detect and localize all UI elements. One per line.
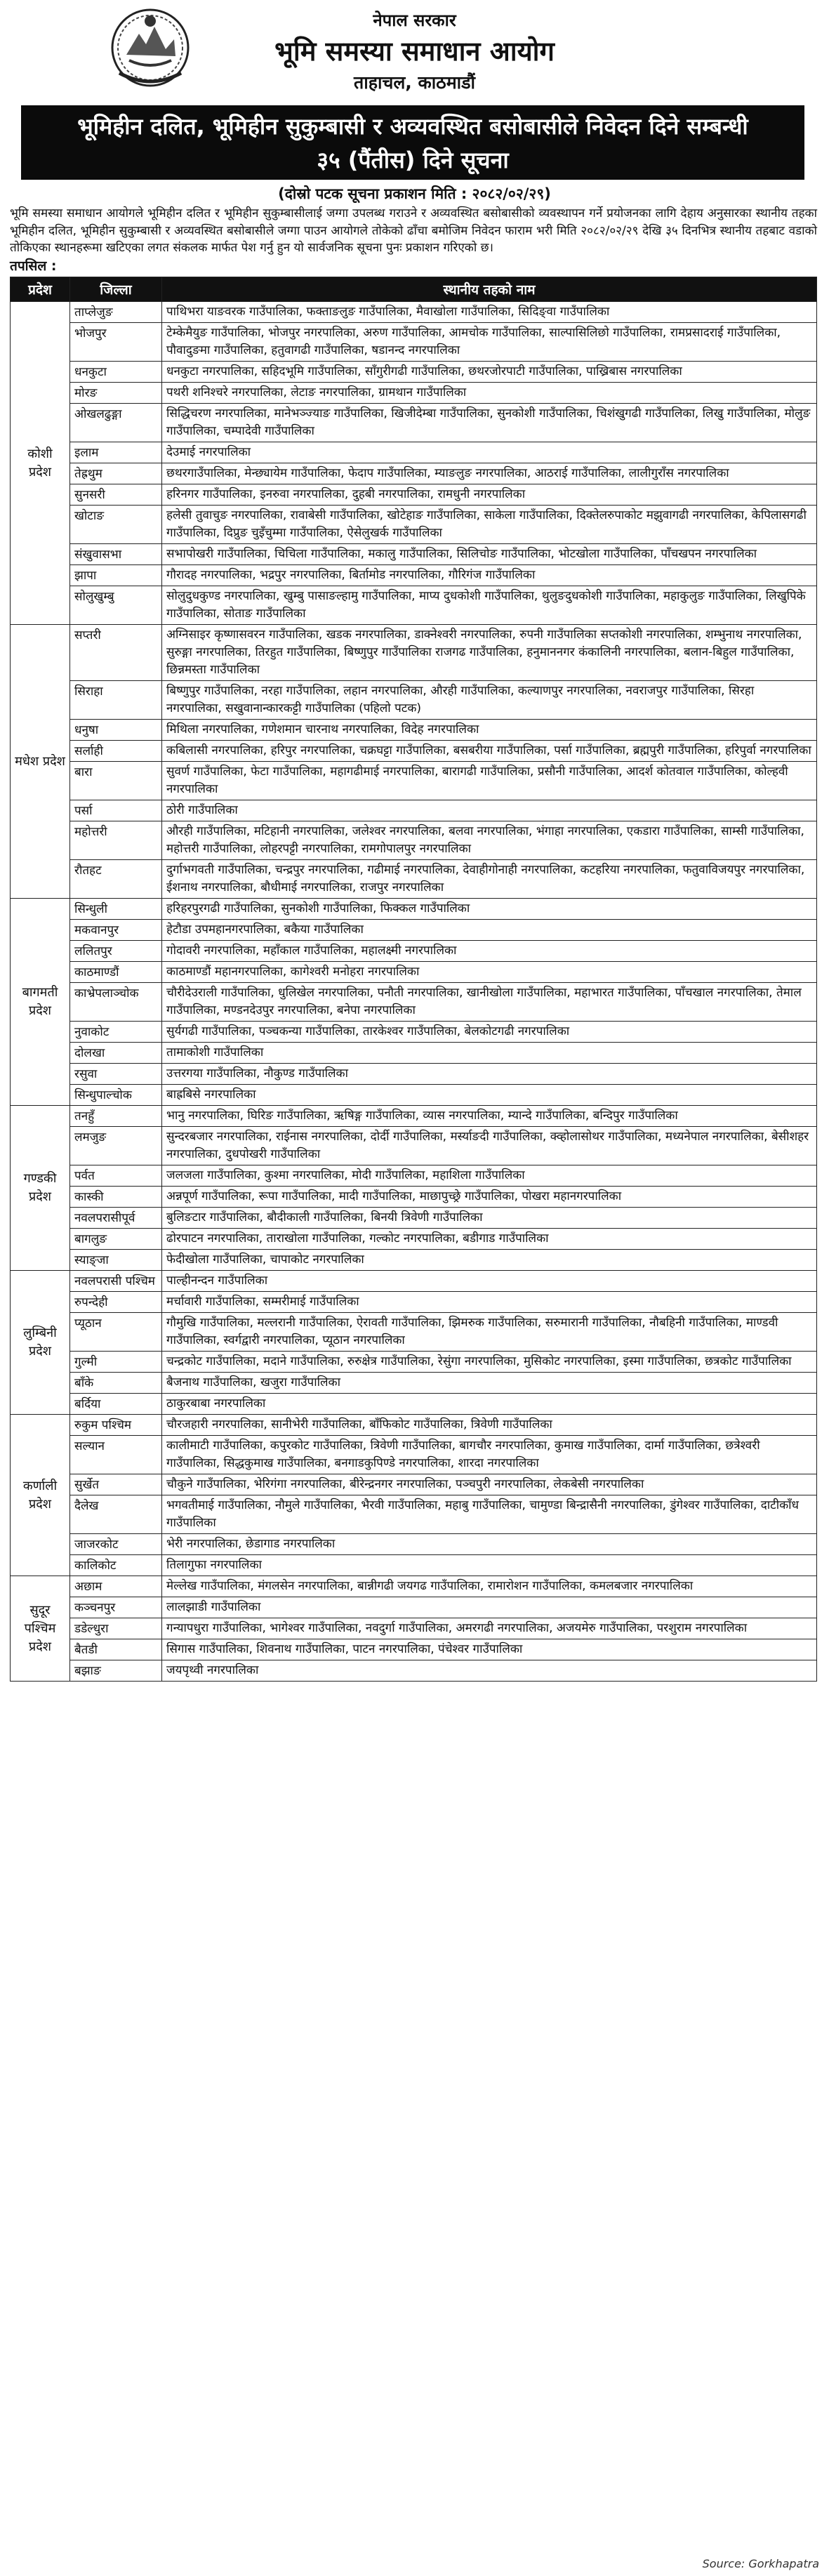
province-cell: मधेश प्रदेश bbox=[11, 625, 70, 899]
local-levels-cell: जलजला गाउँपालिका, कुश्मा नगरपालिका, मोदी गाउँपालिका, महाशिला गाउँपालिका bbox=[162, 1165, 817, 1187]
local-levels-cell: ठाकुरबाबा नगरपालिका bbox=[162, 1394, 817, 1415]
local-levels-cell: सोलुदुधकुण्ड नगरपालिका, खुम्बु पासाङल्हामु गाउँपालिका, माप्य दुधकोशी गाउँपालिका, थुलुङदुधकोशी गाउँपालिका, महाकुलुङ गाउँपालिका, लिखुपिके गाउँपालिका, सोताङ गाउँपालिका bbox=[162, 586, 817, 625]
local-levels-cell: पथरी शनिश्चरे नगरपालिका, लेटाङ नगरपालिका, ग्रामथान गाउँपालिका bbox=[162, 383, 817, 404]
local-levels-cell: चन्द्रकोट गाउँपालिका, मदाने गाउँपालिका, रुरुक्षेत्र गाउँपालिका, रेसुंगा नगरपालिका, मुसिकोट नगरपालिका, इस्मा गाउँपालिका, छत्रकोट गाउँपालिका bbox=[162, 1352, 817, 1373]
district-cell: बागलुङ bbox=[70, 1229, 162, 1250]
province-cell: सुदूर पश्चिम प्रदेश bbox=[11, 1576, 70, 1682]
local-levels-cell: मेल्लेख गाउँपालिका, मंगलसेन नगरपालिका, बान्नीगढी जयगढ गाउँपालिका, रामारोशन गाउँपालिका, कमलबजार नगरपालिका bbox=[162, 1576, 817, 1597]
local-levels-cell: देउमाई नगरपालिका bbox=[162, 442, 817, 463]
district-cell: बैतडी bbox=[70, 1639, 162, 1660]
province-cell: गण्डकी प्रदेश bbox=[11, 1106, 70, 1271]
table-row bbox=[11, 1555, 817, 1576]
district-cell: सिराहा bbox=[70, 681, 162, 720]
district-cell: सप्तरी bbox=[70, 625, 162, 681]
district-cell: धनकुटा bbox=[70, 362, 162, 383]
local-levels-cell: पाल्हीनन्दन गाउँपालिका bbox=[162, 1271, 817, 1292]
district-cell: सिन्धुपाल्चोक bbox=[70, 1085, 162, 1106]
local-levels-cell: कालीमाटी गाउँपालिका, कपुरकोट गाउँपालिका, त्रिवेणी गाउँपालिका, बागचौर नगरपालिका, कुमाख गाउँपालिका, दार्मा गाउँपालिका, छत्रेश्वरी गाउँपालिका, सिद्धकुमाख गाउँपालिका, बनगाडकुपिण्डे नगरपालिका, शारदा नगरपालिका bbox=[162, 1436, 817, 1474]
district-cell: अछाम bbox=[70, 1576, 162, 1597]
local-levels-cell: सिगास गाउँपालिका, शिवनाथ गाउँपालिका, पाटन नगरपालिका, पंचेश्वर गाउँपालिका bbox=[162, 1639, 817, 1660]
table-row bbox=[11, 1352, 817, 1373]
local-levels-cell: बाह्रबिसे नगरपालिका bbox=[162, 1085, 817, 1106]
table-row bbox=[11, 1250, 817, 1271]
district-cell: रौतहट bbox=[70, 860, 162, 899]
district-cell: कञ्चनपुर bbox=[70, 1597, 162, 1618]
table-row bbox=[11, 1271, 817, 1292]
publication-date: (दोस्रो पटक सूचना प्रकाशन मिति : २०८२/०२/२९) bbox=[278, 185, 551, 202]
district-cell: धनुषा bbox=[70, 720, 162, 741]
local-levels-cell: चौकुने गाउँपालिका, भेरिगंगा नगरपालिका, बीरेन्द्रनगर नगरपालिका, पञ्चपुरी नगरपालिका, लेकबेसी नगरपालिका bbox=[162, 1474, 817, 1495]
table-row bbox=[11, 1660, 817, 1682]
table-row bbox=[11, 1106, 817, 1127]
table-row bbox=[11, 1064, 817, 1085]
notice-title-line-2: ३५ (पैंतीस) दिने सूचना bbox=[317, 147, 509, 173]
district-cell: ललितपुर bbox=[70, 941, 162, 962]
table-row bbox=[11, 506, 817, 544]
local-levels-cell: फेदीखोला गाउँपालिका, चापाकोट नगरपालिका bbox=[162, 1250, 817, 1271]
local-levels-cell: गन्यापधुरा गाउँपालिका, भागेश्वर गाउँपालिका, नवदुर्गा गाउँपालिका, अमरगढी नगरपालिका, अजयमेरु गाउँपालिका, परशुराम नगरपालिका bbox=[162, 1618, 817, 1639]
district-cell: इलाम bbox=[70, 442, 162, 463]
table-row bbox=[11, 1495, 817, 1534]
district-cell: सोलुखुम्बु bbox=[70, 586, 162, 625]
district-cell: कालिकोट bbox=[70, 1555, 162, 1576]
local-levels-cell: बिष्णुपुर गाउँपालिका, नरहा गाउँपालिका, लहान नगरपालिका, औरही गाउँपालिका, कल्याणपुर नगरपालिका, नवराजपुर गाउँपालिका, सिरहा नगरपालिका, सखुवानान्कारकट्टी गाउँपालिका (पहिलो पटक) bbox=[162, 681, 817, 720]
table-row bbox=[11, 1618, 817, 1639]
local-levels-cell: बुलिङटार गाउँपालिका, बौदीकाली गाउँपालिका, बिनयी त्रिवेणी गाउँपालिका bbox=[162, 1208, 817, 1229]
notice-title-box bbox=[21, 105, 804, 180]
column-header-district: जिल्ला bbox=[70, 277, 162, 302]
local-levels-cell: तामाकोशी गाउँपालिका bbox=[162, 1043, 817, 1064]
table-row bbox=[11, 1639, 817, 1660]
local-levels-cell: अन्नपूर्ण गाउँपालिका, रूपा गाउँपालिका, मादी गाउँपालिका, माछापुच्छ्रे गाउँपालिका, पोखरा महानगरपालिका bbox=[162, 1187, 817, 1208]
district-cell: मकवानपुर bbox=[70, 920, 162, 941]
table-row bbox=[11, 1085, 817, 1106]
table-row bbox=[11, 899, 817, 920]
district-cell: लमजुङ bbox=[70, 1127, 162, 1165]
local-levels-cell: जयपृथ्वी नगरपालिका bbox=[162, 1660, 817, 1682]
column-header-local-level: स्थानीय तहको नाम bbox=[162, 277, 817, 302]
notice-header bbox=[0, 0, 829, 105]
local-levels-cell: गोदावरी नगरपालिका, महाँकाल गाउँपालिका, महालक्ष्मी नगरपालिका bbox=[162, 941, 817, 962]
table-row bbox=[11, 463, 817, 484]
local-levels-cell: सुर्यगढी गाउँपालिका, पञ्चकन्या गाउँपालिका, तारकेश्वर गाउँपालिका, बेलकोटगढी नगरपालिका bbox=[162, 1022, 817, 1043]
local-levels-cell: सुवर्ण गाउँपालिका, फेटा गाउँपालिका, महागढीमाई नगरपालिका, बारागढी गाउँपालिका, प्रसौनी गाउँपालिका, आदर्श कोतवाल गाउँपालिका, कोल्हवी नगरपालिका bbox=[162, 762, 817, 800]
local-levels-cell: मिथिला नगरपालिका, गणेशमान चारनाथ नगरपालिका, विदेह नगरपालिका bbox=[162, 720, 817, 741]
district-cell: काठमाण्डौं bbox=[70, 962, 162, 983]
commission-name: भूमि समस्या समाधान आयोग bbox=[274, 36, 555, 67]
table-body bbox=[11, 302, 817, 1682]
table-row bbox=[11, 544, 817, 565]
table-row bbox=[11, 1208, 817, 1229]
table-row bbox=[11, 762, 817, 800]
government-name: नेपाल सरकार bbox=[373, 11, 456, 30]
district-cell: रुपन्देही bbox=[70, 1292, 162, 1313]
table-row bbox=[11, 1165, 817, 1187]
table-row bbox=[11, 1597, 817, 1618]
table-row bbox=[11, 323, 817, 362]
district-cell: नवलपरासीपूर्व bbox=[70, 1208, 162, 1229]
local-levels-cell: अग्निसाइर कृष्णासवरन गाउँपालिका, खडक नगरपालिका, डाक्नेश्वरी नगरपालिका, रुपनी गाउँपालिका सप्तकोशी नगरपालिका, शम्भुनाथ नगरपालिका, सुरुङ्गा नगरपालिका, तिरहुत गाउँपालिका, बिष्णुपुर गाउँपालिका राजगढ गाउँपालिका, हनुमाननगर कंकालिनी नगरपालिका, बलान-बिहुल गाउँपालिका, छिन्नमस्ता गाउँपालिका bbox=[162, 625, 817, 681]
table-row bbox=[11, 302, 817, 323]
district-cell: कास्की bbox=[70, 1187, 162, 1208]
district-cell: सिन्धुली bbox=[70, 899, 162, 920]
district-cell: पर्सा bbox=[70, 800, 162, 821]
local-levels-cell: दुर्गाभगवती गाउँपालिका, चन्द्रपुर नगरपालिका, गढीमाई नगरपालिका, देवाहीगोनाही नगरपालिका, कटहरिया नगरपालिका, फतुवाविजयपुर नगरपालिका, ईशनाथ नगरपालिका, बौधीमाई नगरपालिका, राजपुर नगरपालिका bbox=[162, 860, 817, 899]
local-levels-cell: हलेसी तुवाचुङ नगरपालिका, रावाबेसी गाउँपालिका, खोटेहाङ गाउँपालिका, साकेला गाउँपालिका, दिक्तेलरुपाकोट मझुवागढी नगरपालिका, केपिलासगढी गाउँपालिका, दिप्रुङ चुइँचुम्मा गाउँपालिका, ऐसेलुखर्क गाउँपालिका bbox=[162, 506, 817, 544]
table-row bbox=[11, 442, 817, 463]
district-cell: सुनसरी bbox=[70, 484, 162, 506]
office-location: ताहाचल, काठमाडौं bbox=[354, 72, 475, 93]
table-row bbox=[11, 1292, 817, 1313]
table-row bbox=[11, 1474, 817, 1495]
district-cell: बझाङ bbox=[70, 1660, 162, 1682]
province-cell: बागमती प्रदेश bbox=[11, 899, 70, 1106]
district-cell: तेह्रथुम bbox=[70, 463, 162, 484]
table-row bbox=[11, 1313, 817, 1352]
district-cell: सुर्खेत bbox=[70, 1474, 162, 1495]
local-levels-cell: धनकुटा नगरपालिका, सहिदभूमि गाउँपालिका, साँगुरीगढी गाउँपालिका, छथरजोरपाटी गाउँपालिका, पाख्रिबास नगरपालिका bbox=[162, 362, 817, 383]
local-levels-cell: चौरीदेउराली गाउँपालिका, धुलिखेल नगरपालिका, पनौती नगरपालिका, खानीखोला गाउँपालिका, महाभारत गाउँपालिका, पाँचखाल नगरपालिका, तेमाल गाउँपालिका, मण्डनदेउपुर नगरपालिका, बनेपा नगरपालिका bbox=[162, 983, 817, 1022]
district-cell: रुकुम पश्चिम bbox=[70, 1415, 162, 1436]
local-levels-cell: भगवतीमाई गाउँपालिका, नौमुले गाउँपालिका, भैरवी गाउँपालिका, महाबु गाउँपालिका, चामुण्डा बिन्द्रासैनी नगरपालिका, डुंगेश्वर गाउँपालिका, दाटीकाँध गाउँपालिका bbox=[162, 1495, 817, 1534]
local-levels-cell: बैजनाथ गाउँपालिका, खजुरा गाउँपालिका bbox=[162, 1373, 817, 1394]
local-levels-cell: ठोरी गाउँपालिका bbox=[162, 800, 817, 821]
table-row bbox=[11, 983, 817, 1022]
local-levels-cell: पाथिभरा याङवरक गाउँपालिका, फक्ताङलुङ गाउँपालिका, मैवाखोला गाउँपालिका, सिदिङ्वा गाउँपालिका bbox=[162, 302, 817, 323]
source-credit: Source: Gorkhapatra bbox=[702, 2557, 819, 2570]
table-row bbox=[11, 1373, 817, 1394]
notice-title-line-1: भूमिहीन दलित, भूमिहीन सुकुम्बासी र अव्यवस्थित बसोबासीले निवेदन दिने सम्बन्धी bbox=[77, 113, 748, 140]
table-row bbox=[11, 920, 817, 941]
district-cell: नुवाकोट bbox=[70, 1022, 162, 1043]
district-cell: पर्वत bbox=[70, 1165, 162, 1187]
table-row bbox=[11, 800, 817, 821]
local-levels-cell: मर्चावारी गाउँपालिका, सम्मरीमाई गाउँपालिका bbox=[162, 1292, 817, 1313]
table-row bbox=[11, 1576, 817, 1597]
district-cell: बारा bbox=[70, 762, 162, 800]
table-row bbox=[11, 1534, 817, 1555]
district-cell: महोत्तरी bbox=[70, 821, 162, 860]
local-levels-cell: ढोरपाटन नगरपालिका, ताराखोला गाउँपालिका, गल्कोट नगरपालिका, बडीगाड गाउँपालिका bbox=[162, 1229, 817, 1250]
table-row bbox=[11, 1415, 817, 1436]
intro-paragraph: भूमि समस्या समाधान आयोगले भूमिहीन दलित र भूमिहीन सुकुम्बासीलाई जग्गा उपलब्ध गराउने र अव्यवस्थित बसोबासीको व्यवस्थापन गर्ने प्रयोजनका लागि देहाय अनुसारका स्थानीय तहका भूमिहीन दलित, भूमिहीन सुकुम्बासी र अव्यवस्थित बसोबासीले जग्गा पाउन आयोगले तोकेको ढाँचा बमोजिम निवेदन फाराम भरी मिति २०८२/०२/२९ देखि ३५ दिनभित्र स्थानीय तहबाट वडाको तोकिएका स्थानहरूमा खटिएका लगत संकलक मार्फत पेश गर्नु हुन यो सार्वजनिक सूचना पुनः प्रकाशन गरिएको छ। bbox=[10, 206, 817, 255]
province-cell: कर्णाली प्रदेश bbox=[11, 1415, 70, 1576]
table-row bbox=[11, 821, 817, 860]
local-levels-cell: लालझाडी गाउँपालिका bbox=[162, 1597, 817, 1618]
district-cell: ओखलढुङ्गा bbox=[70, 404, 162, 442]
local-levels-cell: गौरादह नगरपालिका, भद्रपुर नगरपालिका, बिर्तामोड नगरपालिका, गौरिगंज गाउँपालिका bbox=[162, 565, 817, 586]
table-row bbox=[11, 362, 817, 383]
district-cell: तनहुँ bbox=[70, 1106, 162, 1127]
local-levels-cell: हेटौडा उपमहानगरपालिका, बकैया गाउँपालिका bbox=[162, 920, 817, 941]
district-cell: भोजपुर bbox=[70, 323, 162, 362]
district-cell: ताप्लेजुङ bbox=[70, 302, 162, 323]
local-levels-cell: चौरजहारी नगरपालिका, सानीभेरी गाउँपालिका, बाँफिकोट गाउँपालिका, त्रिवेणी गाउँपालिका bbox=[162, 1415, 817, 1436]
district-cell: डडेल्धुरा bbox=[70, 1618, 162, 1639]
table-row bbox=[11, 1229, 817, 1250]
table-row bbox=[11, 741, 817, 762]
local-levels-cell: कबिलासी नगरपालिका, हरिपुर नगरपालिका, चक्रघट्टा गाउँपालिका, बसबरीया गाउँपालिका, पर्सा गाउँपालिका, ब्रह्मपुरी गाउँपालिका, हरिपुर्वा नगरपालिका bbox=[162, 741, 817, 762]
local-levels-cell: काठमाण्डौं महानगरपालिका, कागेश्वरी मनोहरा नगरपालिका bbox=[162, 962, 817, 983]
district-cell: सल्यान bbox=[70, 1436, 162, 1474]
table-row bbox=[11, 962, 817, 983]
local-levels-cell: उत्तरगया गाउँपालिका, नौकुण्ड गाउँपालिका bbox=[162, 1064, 817, 1085]
column-header-province: प्रदेश bbox=[11, 277, 70, 302]
table-row bbox=[11, 625, 817, 681]
local-levels-cell: औरही गाउँपालिका, मटिहानी नगरपालिका, जलेश्वर नगरपालिका, बलवा नगरपालिका, भंगाहा नगरपालिका, एकडारा गाउँपालिका, साम्सी गाउँपालिका, महोत्तरी गाउँपालिका, लोहरपट्टी नगरपालिका, रामगोपालपुर नगरपालिका bbox=[162, 821, 817, 860]
table-row bbox=[11, 1043, 817, 1064]
table-row bbox=[11, 860, 817, 899]
local-levels-cell: हरिहरपुरगढी गाउँपालिका, सुनकोशी गाउँपालिका, फिक्कल गाउँपालिका bbox=[162, 899, 817, 920]
schedule-label: तपसिल : bbox=[10, 258, 57, 274]
table-row bbox=[11, 383, 817, 404]
local-levels-cell: सभापोखरी गाउँपालिका, चिचिला गाउँपालिका, मकालु गाउँपालिका, सिलिचोङ गाउँपालिका, भोटखोला गाउँपालिका, पाँचखपन नगरपालिका bbox=[162, 544, 817, 565]
local-levels-table bbox=[10, 277, 817, 1682]
table-row bbox=[11, 404, 817, 442]
local-levels-cell: सिद्धिचरण नगरपालिका, मानेभञ्ज्याङ गाउँपालिका, खिजीदेम्बा गाउँपालिका, सुनकोशी गाउँपालिका, चिशंखुगढी गाउँपालिका, लिखु गाउँपालिका, मोलुङ गाउँपालिका, चम्पादेवी गाउँपालिका bbox=[162, 404, 817, 442]
district-cell: सर्लाही bbox=[70, 741, 162, 762]
district-cell: बाँके bbox=[70, 1373, 162, 1394]
local-levels-cell: सुन्दरबजार नगरपालिका, राईनास नगरपालिका, दोर्दी गाउँपालिका, मर्स्याङदी गाउँपालिका, क्व्होलासोथर गाउँपालिका, मध्यनेपाल नगरपालिका, बेसीशहर नगरपालिका, दुधपोखरी गाउँपालिका bbox=[162, 1127, 817, 1165]
table-row bbox=[11, 1022, 817, 1043]
district-cell: नवलपरासी पश्चिम bbox=[70, 1271, 162, 1292]
local-levels-cell: हरिनगर गाउँपालिका, इनरुवा नगरपालिका, दुहबी नगरपालिका, रामधुनी नगरपालिका bbox=[162, 484, 817, 506]
table-row bbox=[11, 565, 817, 586]
district-cell: बर्दिया bbox=[70, 1394, 162, 1415]
district-cell: गुल्मी bbox=[70, 1352, 162, 1373]
local-levels-cell: भानु नगरपालिका, घिरिङ गाउँपालिका, ऋषिङ्ग गाउँपालिका, व्यास नगरपालिका, म्यान्दे गाउँपालिका, बन्दिपुर गाउँपालिका bbox=[162, 1106, 817, 1127]
district-cell: खोटाङ bbox=[70, 506, 162, 544]
table-header-row bbox=[11, 277, 817, 302]
local-levels-cell: भेरी नगरपालिका, छेडागाड नगरपालिका bbox=[162, 1534, 817, 1555]
district-cell: स्याङ्जा bbox=[70, 1250, 162, 1271]
district-cell: दोलखा bbox=[70, 1043, 162, 1064]
province-cell: कोशी प्रदेश bbox=[11, 302, 70, 625]
table-row bbox=[11, 1127, 817, 1165]
local-levels-cell: टेम्केमैयुङ गाउँपालिका, भोजपुर नगरपालिका, अरुण गाउँपालिका, आमचोक गाउँपालिका, साल्पासिलिछो गाउँपालिका, रामप्रसादराई गाउँपालिका, पौवादुङमा गाउँपालिका, हतुवागढी गाउँपालिका, षडानन्द नगरपालिका bbox=[162, 323, 817, 362]
table-row bbox=[11, 681, 817, 720]
local-levels-cell: छथरगाउँपालिका, मेन्छ्यायेम गाउँपालिका, फेदाप गाउँपालिका, म्याङलुङ नगरपालिका, आठराई गाउँपालिका, लालीगुराँस नगरपालिका bbox=[162, 463, 817, 484]
district-cell: दैलेख bbox=[70, 1495, 162, 1534]
local-levels-cell: गौमुखि गाउँपालिका, मल्लरानी गाउँपालिका, ऐरावती गाउँपालिका, झिमरुक गाउँपालिका, सरुमारानी गाउँपालिका, नौबहिनी गाउँपालिका, माण्डवी गाउँपालिका, स्वर्गद्वारी नगरपालिका, प्यूठान नगरपालिका bbox=[162, 1313, 817, 1352]
district-cell: मोरङ bbox=[70, 383, 162, 404]
table-row bbox=[11, 720, 817, 741]
table-row bbox=[11, 586, 817, 625]
table-row bbox=[11, 1436, 817, 1474]
district-cell: रसुवा bbox=[70, 1064, 162, 1085]
district-cell: संखुवासभा bbox=[70, 544, 162, 565]
table-row bbox=[11, 941, 817, 962]
local-levels-cell: तिलागुफा नगरपालिका bbox=[162, 1555, 817, 1576]
district-cell: काभ्रेपलाञ्चोक bbox=[70, 983, 162, 1022]
district-cell: प्यूठान bbox=[70, 1313, 162, 1352]
province-cell: लुम्बिनी प्रदेश bbox=[11, 1271, 70, 1415]
table-row bbox=[11, 1187, 817, 1208]
table-row bbox=[11, 484, 817, 506]
district-cell: झापा bbox=[70, 565, 162, 586]
district-cell: जाजरकोट bbox=[70, 1534, 162, 1555]
table-row bbox=[11, 1394, 817, 1415]
